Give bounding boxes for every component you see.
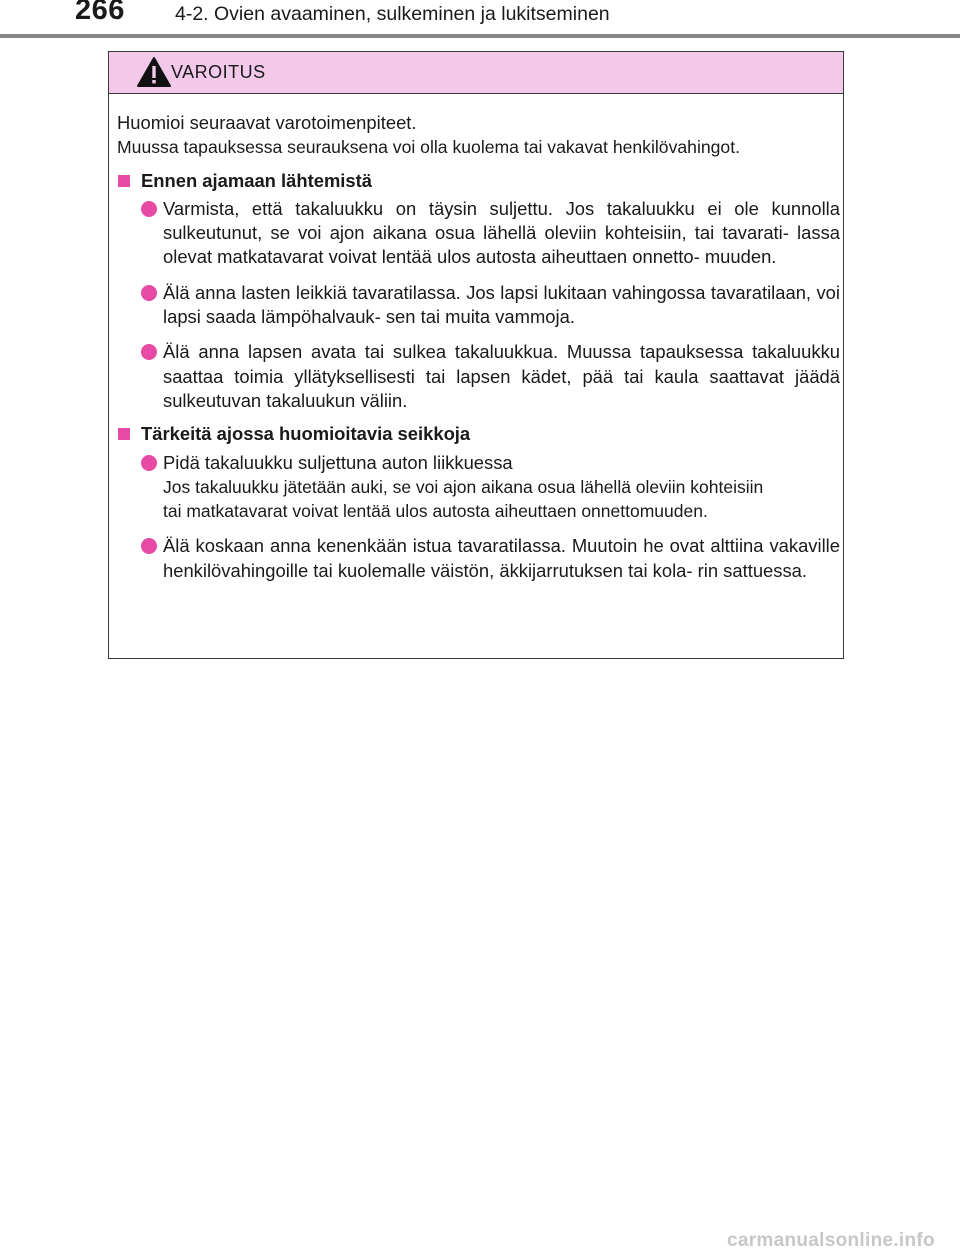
dot-bullet-icon bbox=[141, 285, 157, 301]
page-header bbox=[0, 0, 960, 40]
square-bullet-icon bbox=[118, 428, 130, 440]
section-heading bbox=[117, 169, 840, 193]
list-item-text: Älä koskaan anna kenenkään istua tavaratilassa. Muutoin he ovat alttiina vakaville henkilövahingoille tai kuolemalle väistön, äkkijarrutuksen tai kola- rin sattuessa. bbox=[163, 535, 840, 581]
warning-label: VAROITUS bbox=[171, 62, 266, 82]
section-while-driving bbox=[117, 422, 840, 583]
list-item-text: Älä anna lapsen avata tai sulkea takaluukkua. Muussa tapauksessa takaluukku saattaa toimia yllätyksellisesti tai lapsen kädet, pää tai kaula saattavat jäädä sulkeutuvan takaluukun väliin. bbox=[163, 341, 840, 411]
square-bullet-icon bbox=[118, 175, 130, 187]
list-item-text: Jos takaluukku jätetään auki, se voi ajon aikana osua lähellä oleviin kohteisiin bbox=[163, 476, 764, 497]
list-item-text: Älä anna lasten leikkiä tavaratilassa. Jos lapsi lukitaan vahingossa tavaratilaan, voi lapsi saada lämpöhalvauk- sen tai muita vammoja. bbox=[163, 281, 840, 328]
section-before-driving bbox=[117, 169, 840, 414]
section-heading bbox=[117, 422, 840, 446]
dot-bullet-icon bbox=[141, 538, 157, 554]
section-heading-text: Tärkeitä ajossa huomioitavia seikkoja bbox=[141, 423, 471, 445]
watermark: carmanualsonline.info bbox=[727, 1230, 935, 1251]
section-title: 4-2. Ovien avaaminen, sulkeminen ja lukitseminen bbox=[175, 3, 610, 25]
dot-bullet-icon bbox=[141, 455, 157, 471]
intro-line: Muussa tapauksessa seurauksena voi olla kuolema tai vakavat henkilövahingot. bbox=[117, 137, 740, 158]
intro-line: Huomioi seuraavat varotoimenpiteet. bbox=[117, 112, 417, 133]
warning-triangle-icon bbox=[136, 56, 172, 88]
list-item bbox=[117, 451, 840, 524]
warning-body bbox=[117, 111, 840, 583]
list-item-text: Pidä takaluukku suljettuna auton liikkuessa bbox=[163, 451, 513, 473]
header-rule bbox=[0, 34, 960, 38]
warning-box bbox=[108, 51, 844, 659]
dot-bullet-icon bbox=[141, 344, 157, 360]
list-item bbox=[117, 197, 840, 270]
list-item bbox=[117, 534, 840, 583]
list-item bbox=[117, 340, 840, 413]
page-number: 266 bbox=[75, 0, 125, 26]
section-heading-text: Ennen ajamaan lähtemistä bbox=[141, 169, 372, 191]
list-item-text: Varmista, että takaluukku on täysin suljettu. Jos takaluukku ei ole kunnolla sulkeutunut, se voi ajon aikana osua lähellä oleviin kohteisiin, tai tavarati- lassa olevat matkatavarat voivat lentää ulos autosta aiheuttaen onnetto- muuden. bbox=[163, 197, 840, 268]
list-item bbox=[117, 281, 840, 330]
dot-bullet-icon bbox=[141, 201, 157, 217]
list-item-text: tai matkatavarat voivat lentää ulos autosta aiheuttaen onnettomuuden. bbox=[163, 501, 708, 522]
warning-header bbox=[109, 52, 843, 94]
